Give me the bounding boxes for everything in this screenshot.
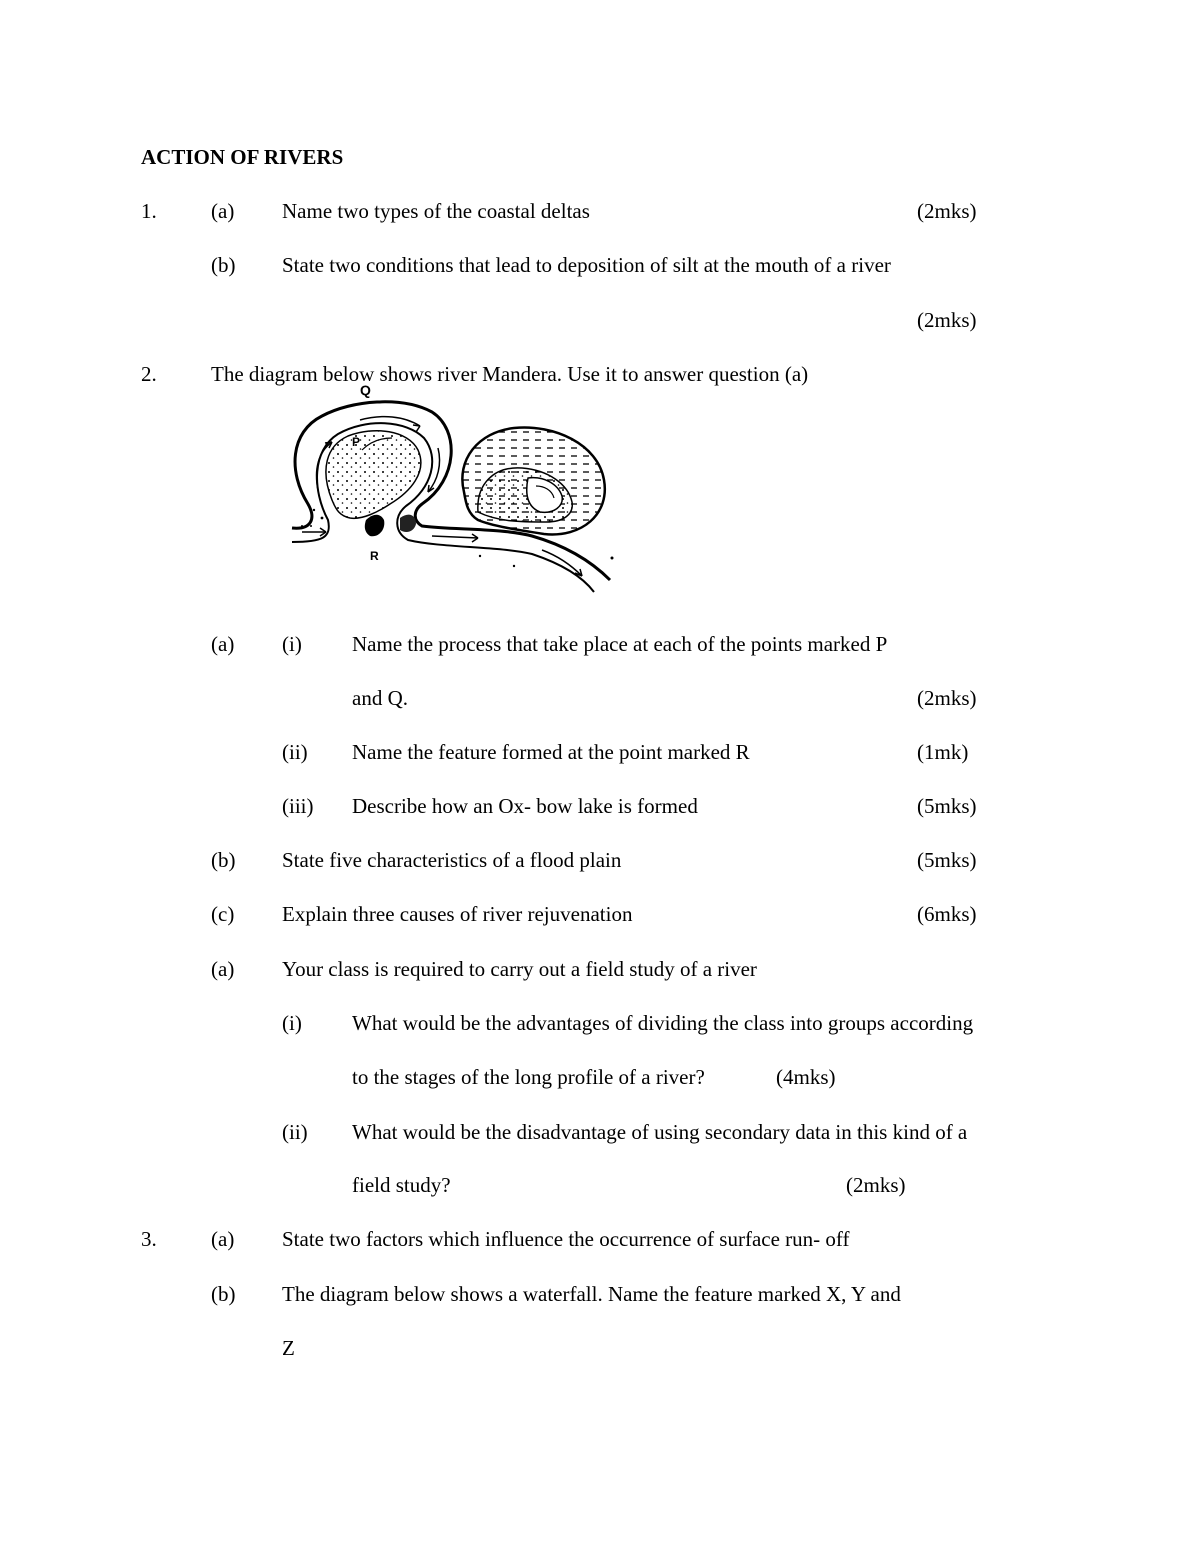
- question-text: to the stages of the long profile of a river?: [352, 1065, 705, 1089]
- question-text: State five characteristics of a flood plain: [282, 848, 622, 872]
- question-text: What would be the disadvantage of using secondary data in this kind of a: [352, 1120, 968, 1144]
- marks-label: (5mks): [917, 848, 977, 872]
- question-text: The diagram below shows a waterfall. Name the feature marked X, Y and: [282, 1282, 901, 1306]
- part-label: (b): [211, 848, 236, 872]
- question-text: Name the process that take place at each of the points marked P: [352, 632, 888, 656]
- label-q: Q: [360, 382, 371, 398]
- marks-label: (2mks): [917, 199, 977, 223]
- question-text: Z: [282, 1336, 295, 1360]
- question-number: 2.: [141, 362, 157, 386]
- marks-label: (2mks): [917, 686, 977, 710]
- part-label: (b): [211, 1282, 236, 1306]
- label-r: R: [370, 549, 379, 563]
- question-text: and Q.: [352, 686, 408, 710]
- marks-label: (1mk): [917, 740, 969, 764]
- question-text: State two factors which influence the occurrence of surface run- off: [282, 1227, 850, 1251]
- question-text: Describe how an Ox- bow lake is formed: [352, 794, 698, 818]
- question-text: Name the feature formed at the point marked R: [352, 740, 750, 764]
- subpart-label: (ii): [282, 740, 308, 764]
- part-label: (a): [211, 957, 235, 981]
- question-text: The diagram below shows river Mandera. Use it to answer question (a): [211, 362, 809, 386]
- question-text: Explain three causes of river rejuvenation: [282, 902, 633, 926]
- question-number: 1.: [141, 199, 157, 223]
- question-text: State two conditions that lead to deposition of silt at the mouth of a river: [282, 253, 891, 277]
- part-label: (c): [211, 902, 235, 926]
- meander-diagram: [282, 380, 622, 595]
- marks-label: (5mks): [917, 794, 977, 818]
- question-text: field study?: [352, 1173, 451, 1197]
- subpart-label: (ii): [282, 1120, 308, 1144]
- part-label: (a): [211, 199, 235, 223]
- part-label: (b): [211, 253, 236, 277]
- question-text: Your class is required to carry out a field study of a river: [282, 957, 757, 981]
- question-text: Name two types of the coastal deltas: [282, 199, 590, 223]
- marks-label: (2mks): [917, 308, 977, 332]
- question-text: What would be the advantages of dividing the class into groups according: [352, 1011, 974, 1035]
- question-number: 3.: [141, 1227, 157, 1251]
- marks-label: (4mks): [776, 1065, 836, 1089]
- part-label: (a): [211, 632, 235, 656]
- page-title: ACTION OF RIVERS: [141, 145, 344, 169]
- subpart-label: (iii): [282, 794, 314, 818]
- part-label: (a): [211, 1227, 235, 1251]
- subpart-label: (i): [282, 632, 302, 656]
- label-p: P: [352, 435, 361, 449]
- marks-label: (6mks): [917, 902, 977, 926]
- subpart-label: (i): [282, 1011, 302, 1035]
- marks-label: (2mks): [846, 1173, 906, 1197]
